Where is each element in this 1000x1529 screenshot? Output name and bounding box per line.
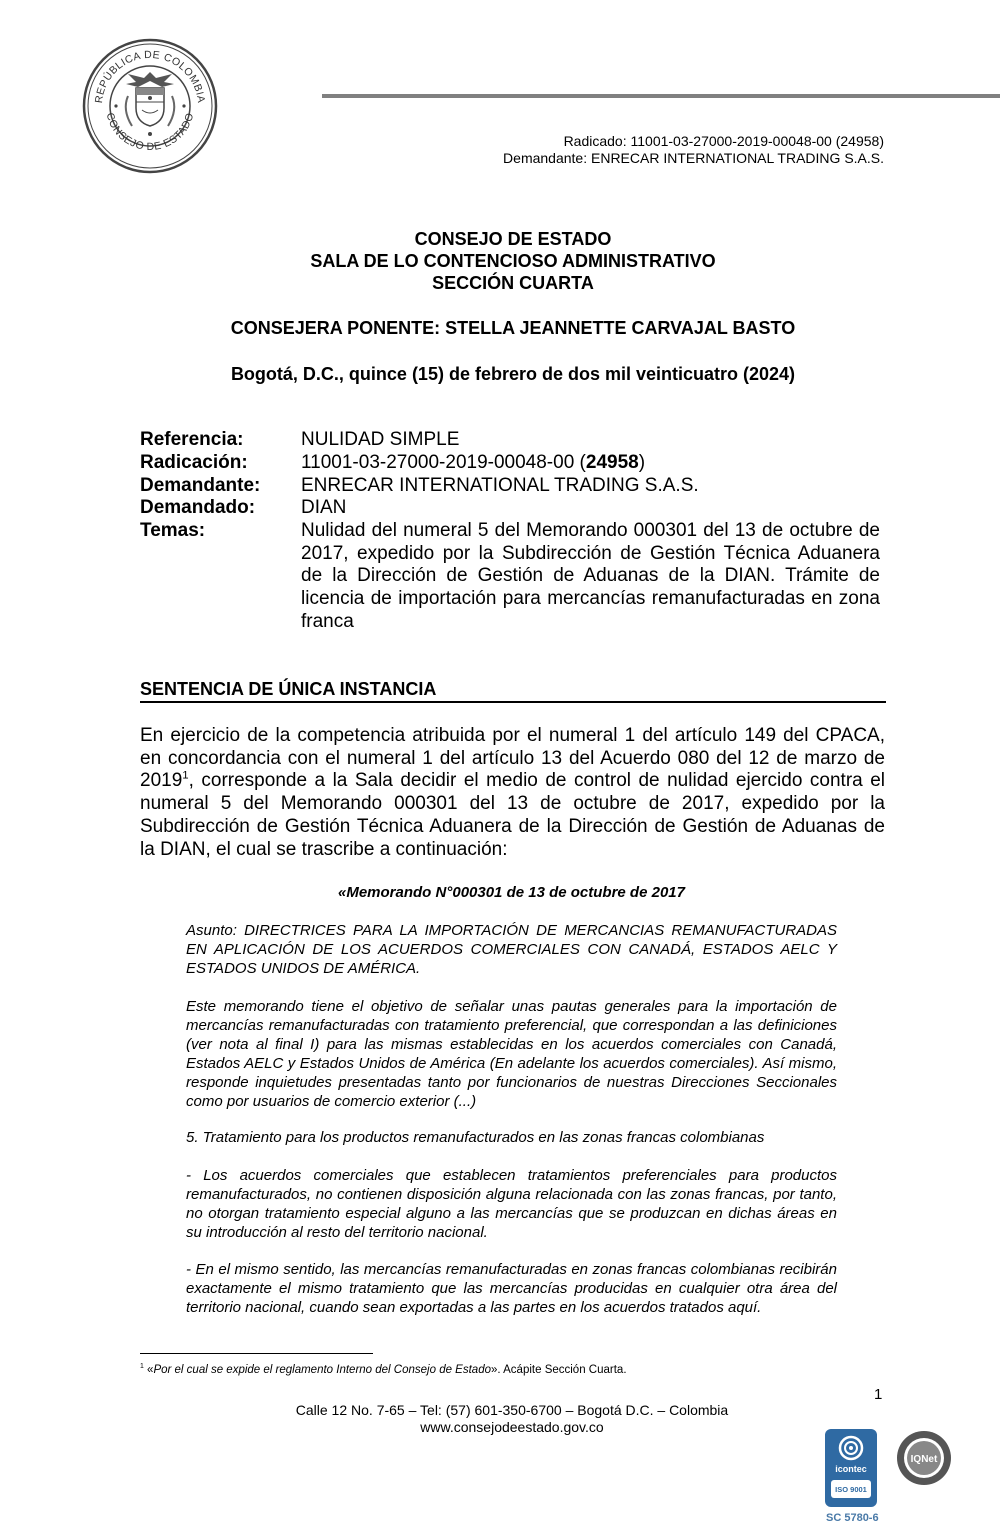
iqnet-certification-logo-icon — [896, 1430, 952, 1486]
footnote-reference[interactable]: 1 — [182, 770, 189, 783]
page-number: 1 — [874, 1386, 883, 1403]
footer-website[interactable]: www.consejodeestado.gov.co — [420, 1419, 604, 1435]
demandado-value: DIAN — [301, 497, 347, 518]
demandado-label: Demandado: — [140, 497, 256, 518]
sentencia-title: SENTENCIA DE ÚNICA INSTANCIA — [140, 679, 437, 699]
footnote-open: « — [143, 1364, 154, 1376]
radicacion-value — [301, 452, 645, 474]
memo-paragraph-2: 5. Tratamiento para los productos remanufacturados en las zonas francas colombianas — [186, 1129, 765, 1146]
temas-label: Temas: — [140, 520, 206, 541]
memo-paragraph-1: Este memorando tiene el objetivo de señalar unas pautas generales para la importación de mercancías remanufacturadas con tratamiento preferencial, que correspondan a las definiciones (ver nota al final I) para las mismas establecidas en los acuerdos comerciales con Canadá, Estados AELC y Estados Unidos de América (En adelante los acuerdos comerciales). Así mismo, responde inquietudes presentadas tanto por funcionarios de nuestras Direcciones Seccionales como por usuarios de comercio exterior (...) — [186, 998, 837, 1110]
header-rule — [322, 94, 1000, 98]
memo-paragraph-4: - En el mismo sentido, las mercancías remanufacturadas en zonas francas colombianas recibirán exactamente el mismo tratamiento que las mercancías producidas en cualquier otra área del territorio nacional, cuando sean exportadas a las partes en los acuerdos tratados aquí. — [186, 1261, 837, 1316]
footnote-separator — [140, 1353, 373, 1354]
demandante-value: ENRECAR INTERNATIONAL TRADING S.A.S. — [301, 475, 699, 496]
footnote-title: Por el cual se expide el reglamento Interno del Consejo de Estado — [153, 1364, 491, 1376]
header-radicado: Radicado: 11001-03-27000-2019-00048-00 (24958) — [563, 133, 884, 149]
svg-text:REPÚBLICA DE COLOMBIA: REPÚBLICA DE COLOMBIA — [92, 48, 208, 104]
memo-asunto: Asunto: DIRECTRICES PARA LA IMPORTACIÓN DE MERCANCIAS REMANUFACTURADAS EN APLICACIÓN DE LOS ACUERDOS COMERCIALES CON CANADÁ, ESTADOS AELC Y ESTADOS UNIDOS DE AMÉRICA. — [186, 922, 837, 977]
court-name: CONSEJO DE ESTADO — [414, 229, 612, 249]
icontec-certification-logo-icon — [824, 1428, 878, 1508]
footer-address: Calle 12 No. 7-65 – Tel: (57) 601-350-6700 – Bogotá D.C. – Colombia — [295, 1402, 729, 1418]
svg-text:CONSEJO DE ESTADO: CONSEJO DE ESTADO — [103, 111, 197, 154]
certificate-code: SC 5780-6 — [826, 1512, 879, 1524]
date-line: Bogotá, D.C., quince (15) de febrero de dos mil veinticuatro (2024) — [230, 364, 796, 384]
radicacion-label: Radicación: — [140, 452, 248, 473]
consejo-de-estado-seal-icon — [82, 38, 218, 174]
memo-paragraph-3: - Los acuerdos comerciales que establecen tratamientos preferenciales para productos remanufacturados, no contienen disposición alguna relacionada con las zonas francas, por tanto, no otorgan tratamiento especial alguno a las mercancías que se produzcan en dichas áreas en su introducción al resto del territorio nacional. — [186, 1167, 837, 1241]
footnote-number: 1 — [140, 1363, 144, 1371]
intro-text-part2: , corresponde a la Sala decidir el medio de control de nulidad ejercido contra el numeral 5 del Memorando 000301 del 13 de octubre de 2017, expedido por la Subdirección de Gestión Técnica Aduanera de la Dirección de Gestión de Aduanas de la DIAN, el cual se trascribe a continuación: — [140, 770, 885, 860]
footnote-close: ». Acápite Sección Cuarta. — [490, 1364, 627, 1376]
sentencia-underline — [140, 701, 886, 703]
intro-paragraph — [140, 725, 885, 861]
svg-text:icontec: icontec — [835, 1464, 867, 1474]
temas-value: Nulidad del numeral 5 del Memorando 000301 del 13 de octubre de 2017, expedido por la Subdirección de Gestión Técnica Aduanera de la Dirección de Gestión de Aduanas de la DIAN. Trámite de licencia de importación para mercancías remanufacturadas en zona franca — [301, 520, 880, 632]
court-section: SECCIÓN CUARTA — [432, 273, 594, 293]
demandante-label: Demandante: — [140, 475, 261, 496]
court-chamber: SALA DE LO CONTENCIOSO ADMINISTRATIVO — [310, 251, 716, 271]
ponente-line: CONSEJERA PONENTE: STELLA JEANNETTE CARVAJAL BASTO — [230, 318, 796, 338]
radicacion-number: 11001-03-27000-2019-00048-00 ( — [301, 452, 586, 473]
referencia-label: Referencia: — [140, 429, 244, 450]
intro-text-part1: En ejercicio de la competencia atribuida por el numeral 1 del artículo 149 del CPACA, en concordancia con el numeral 1 del artículo 13 del Acuerdo 080 del 12 de marzo de 2019 — [140, 725, 885, 792]
radicacion-close: ) — [638, 452, 646, 473]
referencia-value: NULIDAD SIMPLE — [301, 429, 460, 450]
svg-text:IQNet: IQNet — [910, 1454, 938, 1465]
header-demandante: Demandante: ENRECAR INTERNATIONAL TRADING S.A.S. — [503, 150, 884, 166]
radicacion-internal-number: 24958 — [585, 452, 639, 473]
svg-text:ISO 9001: ISO 9001 — [835, 1485, 867, 1494]
footnote — [140, 1364, 627, 1376]
memo-title: «Memorando N°000301 de 13 de octubre de 2017 — [338, 884, 685, 901]
